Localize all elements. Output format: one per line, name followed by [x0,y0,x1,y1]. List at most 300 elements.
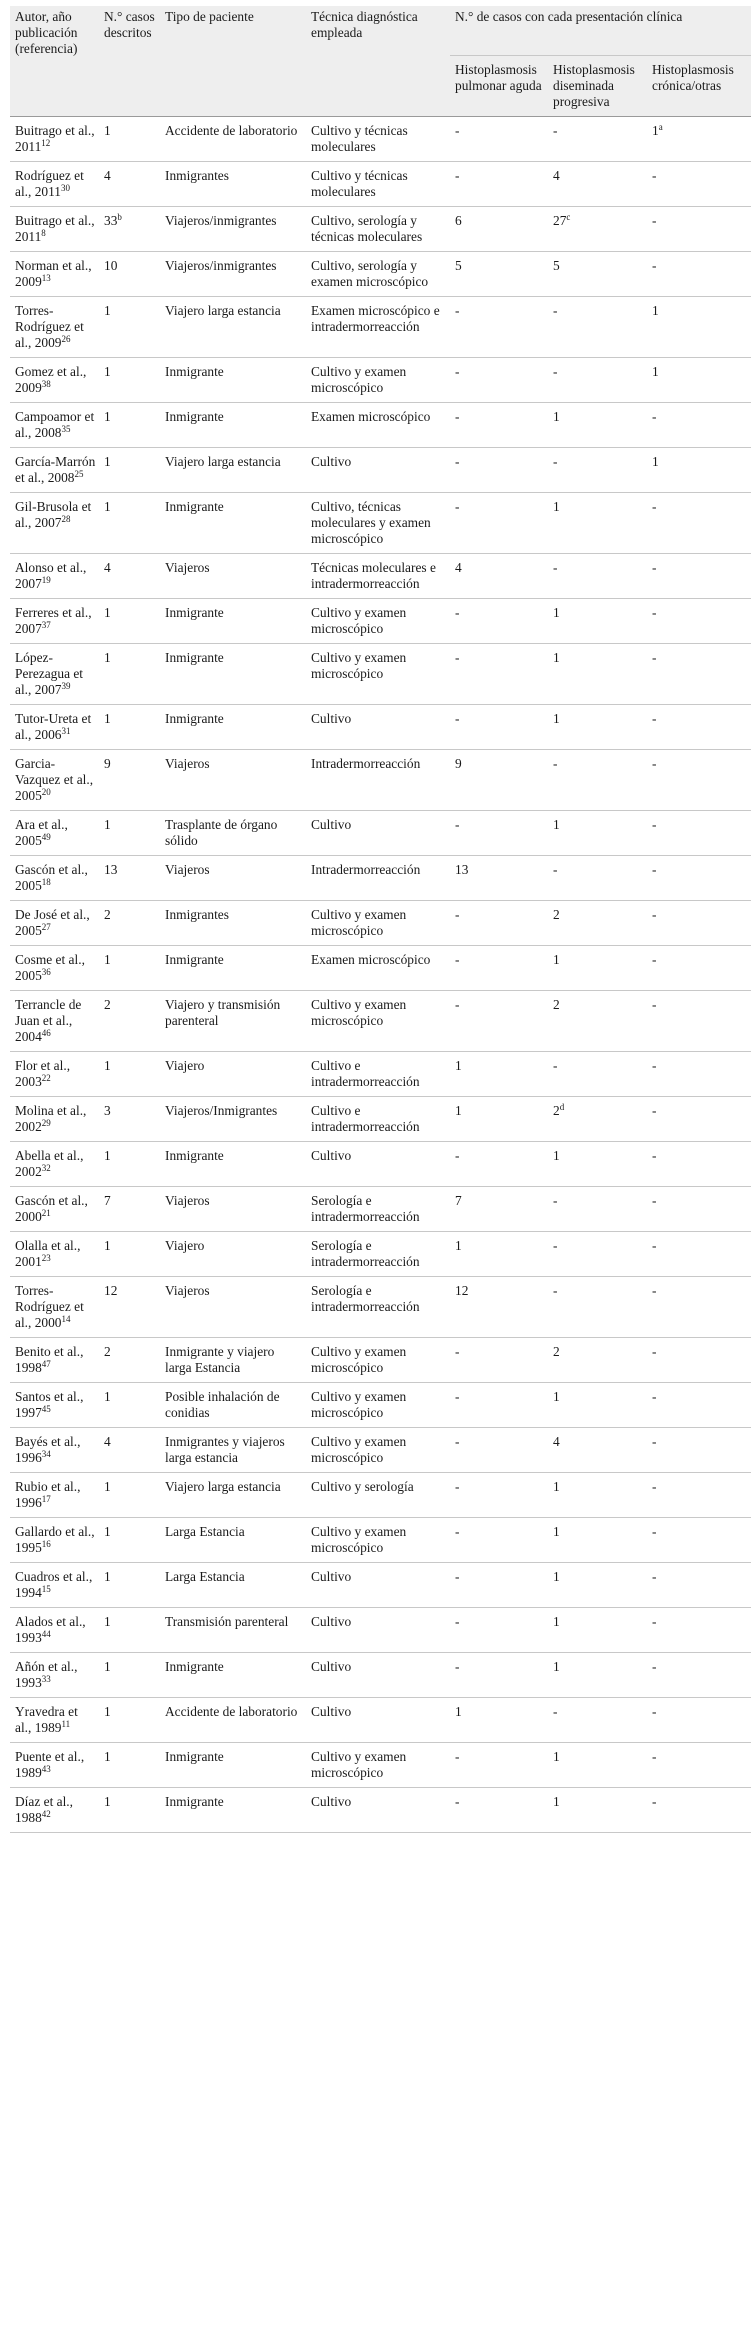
cell-patient-type-text: Accidente de laboratorio [165,1704,298,1719]
cell-progressive-disseminated [548,644,647,705]
cell-author [10,1097,99,1142]
cell-chronic-other [647,1428,751,1473]
cell-author [10,1743,99,1788]
cell-progressive-disseminated-text: 2 [553,1103,560,1118]
cell-diagnostic-technique-text: Intradermorreacción [311,862,421,877]
cell-diagnostic-technique-text: Técnicas moleculares e intradermorreacción [311,560,436,591]
cell-patient-type [160,493,306,554]
table-row [10,705,751,750]
cell-progressive-disseminated-text: 2 [553,907,560,922]
cell-patient-type [160,705,306,750]
cell-cases [99,1052,160,1097]
cell-chronic-other-text: - [652,711,657,726]
cell-progressive-disseminated-text: 1 [553,1794,560,1809]
reference-superscript: 33 [41,1674,51,1684]
cell-progressive-disseminated-text: 1 [553,952,560,967]
cell-progressive-disseminated [548,207,647,252]
cell-cases-text: 1 [104,409,111,424]
cell-patient-type [160,1277,306,1338]
cell-diagnostic-technique [306,117,450,162]
cell-author-text: Gallardo et al., 1995 [15,1524,95,1555]
cell-cases-text: 2 [104,997,111,1012]
cell-acute-pulmonary [450,991,548,1052]
table-row [10,1277,751,1338]
cell-diagnostic-technique [306,403,450,448]
cell-diagnostic-technique-text: Cultivo [311,1704,352,1719]
footnote-superscript: a [658,122,663,132]
cell-cases [99,358,160,403]
cell-chronic-other [647,1563,751,1608]
cell-author-text: Terrancle de Juan et al., 2004 [15,997,82,1044]
cell-patient-type [160,1518,306,1563]
cell-author-text: López-Perezagua et al., 2007 [15,650,84,697]
reference-superscript: 45 [41,1404,51,1414]
cell-progressive-disseminated-text: 5 [553,258,560,273]
cell-author-text: Díaz et al., 1988 [15,1794,73,1825]
cell-progressive-disseminated [548,1277,647,1338]
cell-author-text: Garcia-Vazquez et al., 2005 [15,756,94,803]
cell-author-text: Santos et al., 1997 [15,1389,84,1420]
cell-acute-pulmonary-text: - [455,123,460,138]
cell-chronic-other [647,1142,751,1187]
cell-acute-pulmonary [450,1653,548,1698]
cell-acute-pulmonary-text: - [455,817,460,832]
cell-diagnostic-technique-text: Serología e intradermorreacción [311,1193,420,1224]
cell-diagnostic-technique-text: Cultivo [311,817,352,832]
cell-cases-text: 1 [104,123,111,138]
cell-chronic-other [647,448,751,493]
cell-cases [99,1232,160,1277]
cell-progressive-disseminated [548,403,647,448]
cell-cases [99,252,160,297]
cell-diagnostic-technique [306,1788,450,1833]
cell-patient-type-text: Inmigrante [165,1148,224,1163]
cell-diagnostic-technique [306,358,450,403]
cell-progressive-disseminated [548,117,647,162]
cell-chronic-other-text: - [652,1659,657,1674]
cell-progressive-disseminated [548,1473,647,1518]
cell-cases-text: 1 [104,1749,111,1764]
cell-acute-pulmonary-text: - [455,1569,460,1584]
cell-author-text: Buitrago et al., 2011 [15,123,95,154]
cell-author [10,554,99,599]
cell-chronic-other-text: - [652,1794,657,1809]
cell-patient-type-text: Viajeros/inmigrantes [165,258,277,273]
cell-cases [99,901,160,946]
cell-diagnostic-technique-text: Cultivo y examen microscópico [311,997,407,1028]
cell-acute-pulmonary-text: 12 [455,1283,469,1298]
cell-cases-text: 4 [104,168,111,183]
cell-cases-text: 1 [104,1238,111,1253]
cell-chronic-other [647,1277,751,1338]
cell-patient-type-text: Inmigrante [165,650,224,665]
cell-progressive-disseminated [548,901,647,946]
cell-diagnostic-technique [306,705,450,750]
cell-author [10,1563,99,1608]
cell-chronic-other [647,901,751,946]
cell-patient-type-text: Viajeros/Inmigrantes [165,1103,278,1118]
reference-superscript: 27 [41,922,51,932]
cell-progressive-disseminated [548,1653,647,1698]
cell-acute-pulmonary-text: 9 [455,756,462,771]
cell-patient-type-text: Posible inhalación de conidias [165,1389,280,1420]
table-row [10,1052,751,1097]
cell-progressive-disseminated-text: 2 [553,1344,560,1359]
cell-diagnostic-technique [306,1473,450,1518]
cell-diagnostic-technique-text: Cultivo y examen microscópico [311,1389,407,1420]
cell-cases [99,946,160,991]
cell-chronic-other [647,297,751,358]
cell-diagnostic-technique [306,750,450,811]
cell-patient-type [160,358,306,403]
cell-progressive-disseminated [548,1052,647,1097]
cell-progressive-disseminated [548,358,647,403]
cell-patient-type-text: Viajeros [165,756,210,771]
reference-superscript: 36 [41,967,51,977]
cell-patient-type [160,207,306,252]
cell-patient-type [160,1608,306,1653]
cell-cases [99,1563,160,1608]
cell-cases [99,1097,160,1142]
reference-superscript: 35 [61,424,71,434]
cell-author [10,1518,99,1563]
cell-author [10,1788,99,1833]
cell-cases-text: 1 [104,1659,111,1674]
cell-acute-pulmonary-text: - [455,1434,460,1449]
cell-author [10,162,99,207]
cell-patient-type [160,1698,306,1743]
cell-chronic-other-text: - [652,499,657,514]
cell-acute-pulmonary-text: 4 [455,560,462,575]
cell-diagnostic-technique-text: Cultivo e intradermorreacción [311,1058,420,1089]
cell-progressive-disseminated-text: 1 [553,1389,560,1404]
cell-acute-pulmonary [450,1187,548,1232]
cell-patient-type-text: Viajero [165,1238,205,1253]
cell-chronic-other-text: - [652,756,657,771]
cell-progressive-disseminated [548,1698,647,1743]
cell-diagnostic-technique [306,554,450,599]
table-row [10,1428,751,1473]
cell-cases [99,811,160,856]
table-row [10,1653,751,1698]
cell-chronic-other [647,1187,751,1232]
table-body [10,117,751,1833]
cell-chronic-other [647,750,751,811]
cell-cases-text: 1 [104,1524,111,1539]
cell-progressive-disseminated [548,991,647,1052]
cell-cases [99,207,160,252]
cell-acute-pulmonary-text: 13 [455,862,469,877]
cell-acute-pulmonary-text: - [455,1794,460,1809]
cell-acute-pulmonary-text: 1 [455,1103,462,1118]
reference-superscript: 13 [41,273,51,283]
table-row [10,1518,751,1563]
cell-acute-pulmonary-text: - [455,605,460,620]
cell-acute-pulmonary [450,207,548,252]
cell-progressive-disseminated-text: 1 [553,711,560,726]
cell-chronic-other [647,599,751,644]
cell-diagnostic-technique-text: Cultivo y examen microscópico [311,1749,407,1780]
cell-diagnostic-technique [306,1187,450,1232]
reference-superscript: 38 [41,379,51,389]
cell-diagnostic-technique [306,901,450,946]
cell-patient-type-text: Inmigrante [165,1659,224,1674]
cell-cases [99,705,160,750]
cell-cases-text: 10 [104,258,118,273]
cell-acute-pulmonary-text: 1 [455,1704,462,1719]
cell-cases-text: 1 [104,1389,111,1404]
cell-diagnostic-technique-text: Cultivo [311,1569,352,1584]
table-header [10,6,751,117]
reference-superscript: 42 [41,1809,51,1819]
cell-author-text: Gascón et al., 2005 [15,862,88,893]
cell-patient-type [160,252,306,297]
cell-progressive-disseminated-text: 4 [553,1434,560,1449]
cell-author [10,207,99,252]
cell-cases [99,493,160,554]
cell-author-text: Rubio et al., 1996 [15,1479,81,1510]
table-row [10,1788,751,1833]
cell-progressive-disseminated [548,1232,647,1277]
cell-patient-type [160,1653,306,1698]
cell-patient-type [160,856,306,901]
cell-author [10,403,99,448]
cell-acute-pulmonary-text: 1 [455,1238,462,1253]
table-row [10,1097,751,1142]
cell-diagnostic-technique [306,991,450,1052]
cell-author [10,117,99,162]
cell-progressive-disseminated [548,1788,647,1833]
cell-progressive-disseminated-text: - [553,862,558,877]
cell-chronic-other-text: - [652,1434,657,1449]
cell-patient-type-text: Inmigrantes y viajeros larga estancia [165,1434,285,1465]
reference-superscript: 31 [61,726,71,736]
cell-diagnostic-technique [306,493,450,554]
cell-author [10,358,99,403]
cell-patient-type-text: Trasplante de órgano sólido [165,817,278,848]
reference-superscript: 44 [41,1629,51,1639]
cell-cases [99,1383,160,1428]
reference-superscript: 14 [61,1314,71,1324]
cell-acute-pulmonary [450,554,548,599]
cell-diagnostic-technique [306,162,450,207]
header-clinical-presentation-group: N.° de casos con cada presentación clínica [450,6,751,56]
cell-progressive-disseminated-text: 1 [553,1524,560,1539]
cell-acute-pulmonary-text: - [455,454,460,469]
cell-acute-pulmonary [450,644,548,705]
cell-author-text: Molina et al., 2002 [15,1103,87,1134]
cell-progressive-disseminated-text: 1 [553,1659,560,1674]
cell-cases [99,750,160,811]
cell-acute-pulmonary-text: - [455,1749,460,1764]
cell-patient-type-text: Inmigrante [165,499,224,514]
reference-superscript: 49 [41,832,51,842]
cell-cases [99,1608,160,1653]
cell-patient-type [160,750,306,811]
cell-diagnostic-technique-text: Examen microscópico [311,952,431,967]
cell-progressive-disseminated [548,856,647,901]
cell-chronic-other-text: - [652,168,657,183]
cell-acute-pulmonary [450,856,548,901]
cell-author-text: Puente et al., 1989 [15,1749,85,1780]
cell-chronic-other-text: - [652,1524,657,1539]
cell-acute-pulmonary-text: - [455,1389,460,1404]
cell-chronic-other [647,1653,751,1698]
cell-chronic-other-text: 1 [652,303,659,318]
table-row [10,1187,751,1232]
cell-acute-pulmonary [450,705,548,750]
reference-superscript: 29 [41,1118,51,1128]
table-row [10,297,751,358]
cell-chronic-other [647,1383,751,1428]
table-row [10,117,751,162]
cell-patient-type [160,1187,306,1232]
cell-acute-pulmonary-text: - [455,997,460,1012]
cell-acute-pulmonary [450,1473,548,1518]
cell-progressive-disseminated-text: 1 [553,650,560,665]
cell-acute-pulmonary [450,1097,548,1142]
cell-patient-type [160,811,306,856]
cell-author-text: Añón et al., 1993 [15,1659,78,1690]
cell-acute-pulmonary [450,1743,548,1788]
cell-acute-pulmonary [450,1383,548,1428]
cell-chronic-other-text: - [652,1238,657,1253]
cell-diagnostic-technique [306,1232,450,1277]
cell-author [10,448,99,493]
footnote-superscript: b [117,212,122,222]
cell-chronic-other [647,1518,751,1563]
reference-superscript: 30 [61,183,70,193]
cell-acute-pulmonary [450,448,548,493]
cell-progressive-disseminated [548,1743,647,1788]
cell-author [10,1698,99,1743]
cell-diagnostic-technique-text: Intradermorreacción [311,756,421,771]
cell-chronic-other-text: 1 [652,123,659,138]
cell-acute-pulmonary-text: - [455,1344,460,1359]
cell-cases-text: 1 [104,1704,111,1719]
cell-author [10,1473,99,1518]
cell-progressive-disseminated-text: - [553,303,558,318]
cell-chronic-other [647,117,751,162]
cell-chronic-other-text: - [652,258,657,273]
cell-author [10,644,99,705]
table-row [10,207,751,252]
cell-acute-pulmonary-text: - [455,303,460,318]
cell-progressive-disseminated [548,1383,647,1428]
cell-chronic-other-text: - [652,1479,657,1494]
cell-acute-pulmonary-text: - [455,650,460,665]
cell-patient-type-text: Viajeros [165,862,210,877]
cell-cases-text: 1 [104,605,111,620]
cell-cases-text: 1 [104,1058,111,1073]
cell-progressive-disseminated-text: 1 [553,1479,560,1494]
cell-diagnostic-technique [306,946,450,991]
table-row [10,252,751,297]
cell-chronic-other-text: - [652,213,657,228]
reference-superscript: 17 [41,1494,51,1504]
reference-superscript: 19 [41,575,51,585]
cell-patient-type-text: Viajeros [165,1193,210,1208]
cell-chronic-other-text: 1 [652,454,659,469]
cell-progressive-disseminated-text: - [553,1058,558,1073]
cell-patient-type [160,1097,306,1142]
cell-cases [99,1518,160,1563]
cell-patient-type [160,1743,306,1788]
cell-chronic-other [647,1473,751,1518]
cell-patient-type-text: Inmigrantes [165,168,229,183]
cell-patient-type-text: Inmigrante [165,952,224,967]
cell-diagnostic-technique [306,1518,450,1563]
cell-diagnostic-technique-text: Cultivo y examen microscópico [311,1344,407,1375]
cell-diagnostic-technique [306,644,450,705]
cell-diagnostic-technique-text: Cultivo, serología y técnicas moleculares [311,213,423,244]
cell-diagnostic-technique [306,1563,450,1608]
cell-cases-text: 1 [104,817,111,832]
reference-superscript: 8 [41,228,46,238]
cell-progressive-disseminated [548,1518,647,1563]
cell-diagnostic-technique [306,1052,450,1097]
cell-cases-text: 3 [104,1103,111,1118]
cell-patient-type [160,1142,306,1187]
cell-patient-type [160,1383,306,1428]
cell-cases [99,1788,160,1833]
cell-diagnostic-technique-text: Cultivo y examen microscópico [311,364,407,395]
cell-author [10,599,99,644]
reference-superscript: 23 [41,1253,51,1263]
cell-diagnostic-technique [306,811,450,856]
table-row [10,901,751,946]
cell-progressive-disseminated-text: 1 [553,817,560,832]
cell-chronic-other [647,1097,751,1142]
cell-progressive-disseminated [548,1142,647,1187]
cell-author [10,1052,99,1097]
cell-diagnostic-technique [306,1277,450,1338]
cell-patient-type [160,297,306,358]
table-row [10,811,751,856]
cell-author [10,1383,99,1428]
cell-patient-type [160,1788,306,1833]
cell-diagnostic-technique [306,1338,450,1383]
cell-author-text: Flor et al., 2003 [15,1058,71,1089]
cell-cases-text: 13 [104,862,118,877]
cell-acute-pulmonary-text: 6 [455,213,462,228]
cell-author-text: De José et al., 2005 [15,907,90,938]
cell-patient-type-text: Inmigrantes [165,907,229,922]
cell-chronic-other-text: - [652,907,657,922]
cell-chronic-other-text: - [652,409,657,424]
cell-patient-type-text: Inmigrante [165,1749,224,1764]
cell-diagnostic-technique-text: Cultivo y examen microscópico [311,1434,407,1465]
cell-author [10,705,99,750]
reference-superscript: 18 [41,877,51,887]
table-row [10,1383,751,1428]
cell-acute-pulmonary [450,1052,548,1097]
reference-superscript: 12 [41,138,51,148]
cell-cases [99,448,160,493]
cell-diagnostic-technique-text: Cultivo [311,1659,352,1674]
cell-chronic-other-text: - [652,1569,657,1584]
cell-author-text: García-Marrón et al., 2008 [15,454,96,485]
cell-diagnostic-technique-text: Cultivo e intradermorreacción [311,1103,420,1134]
cell-diagnostic-technique-text: Examen microscópico e intradermorreacción [311,303,440,334]
cell-diagnostic-technique-text: Cultivo, serología y examen microscópico [311,258,429,289]
header-acute-pulmonary: Histoplasmosis pulmonar aguda [450,56,548,117]
cell-progressive-disseminated [548,493,647,554]
table-row [10,991,751,1052]
table-row [10,946,751,991]
cell-cases-text: 1 [104,1479,111,1494]
cell-patient-type-text: Accidente de laboratorio [165,123,298,138]
